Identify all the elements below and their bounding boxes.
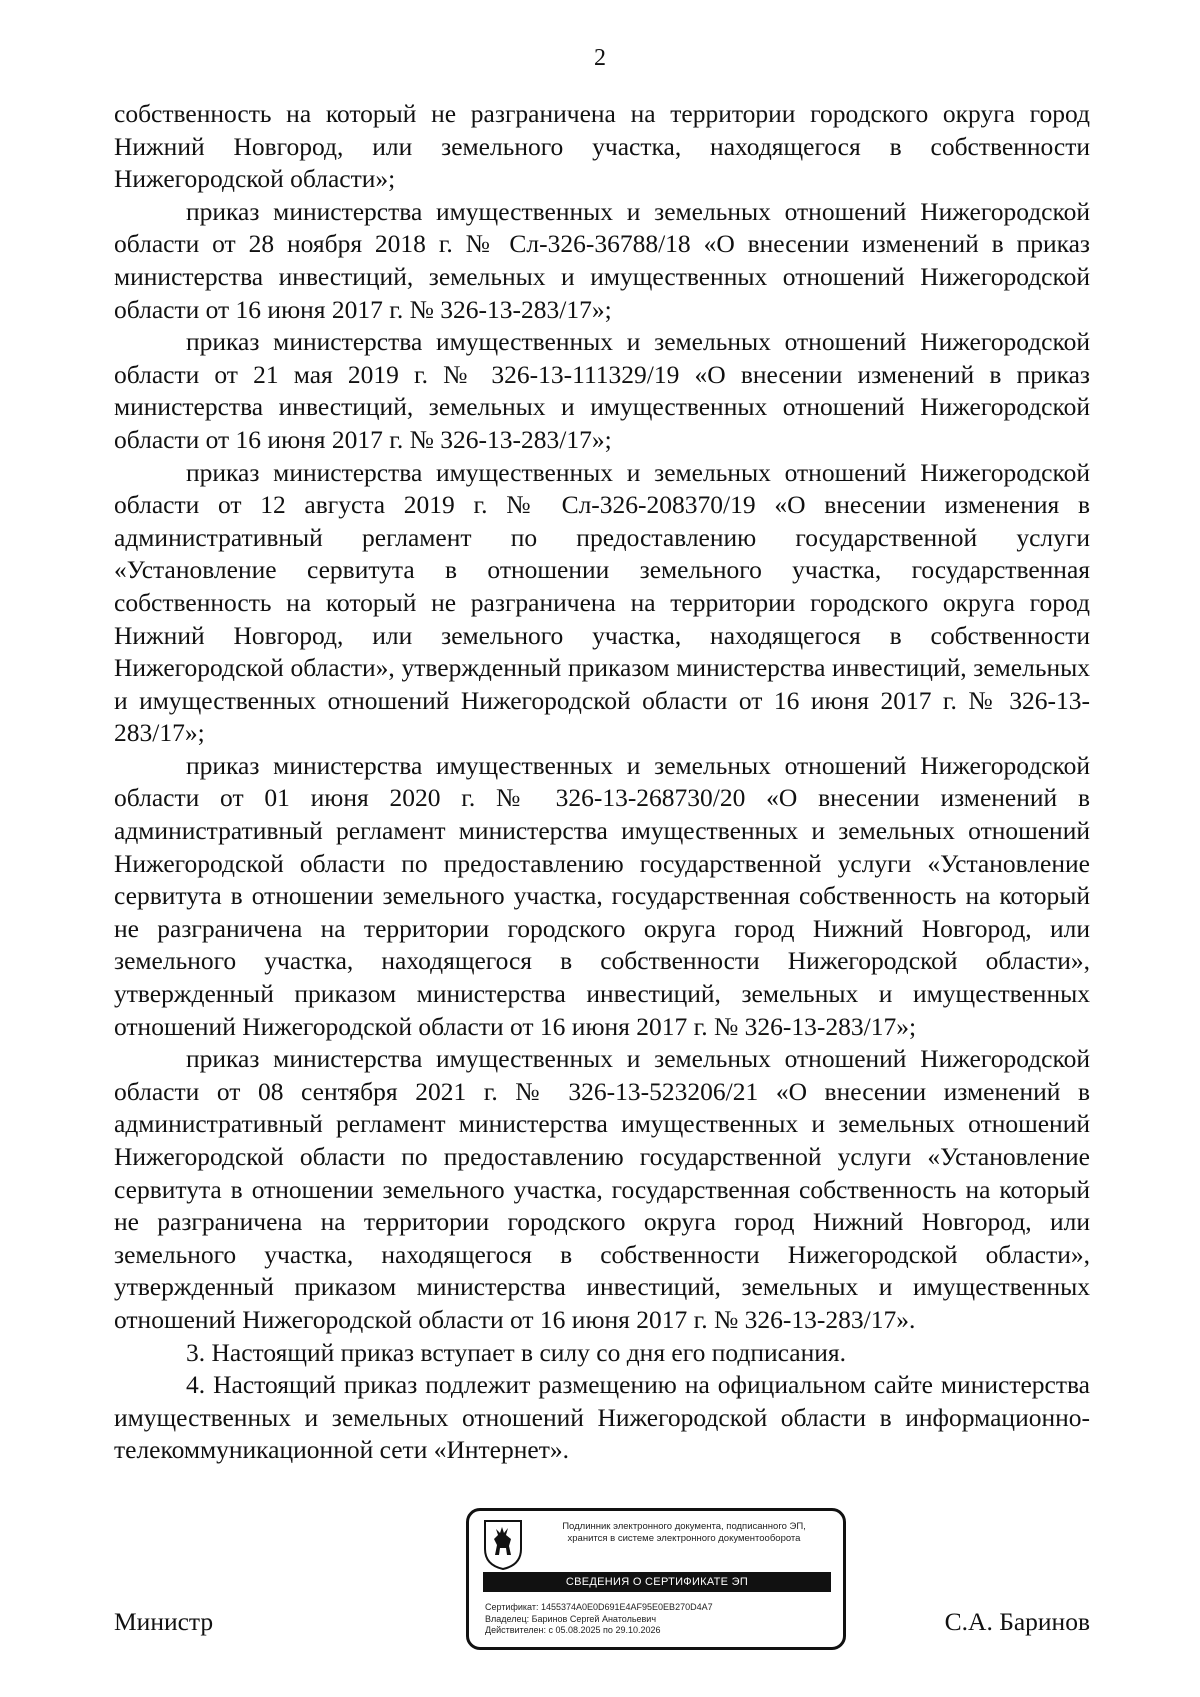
paragraph-order-2019-august: приказ министерства имущественных и земельных отношений Нижегородской области от 12 августа 2019 г. № Сл-326-208370/19 «О внесении изменения в административный регламент по предоставлению государственной услуги «Установление сервитута в отношении земельного участка, государственная собственность на который не разграничена на территории городского округа город Нижний Новгород, или земельного участка, находящегося в собственности Нижегородской области», утвержденный приказом министерства инвестиций, земельных и имущественных отношений Нижегородской области от 16 июня 2017 г. № 326-13-283/17»;: [114, 457, 1090, 748]
stamp-note-line: хранится в системе электронного документооборота: [567, 1533, 801, 1544]
signatory-title: Министр: [114, 1607, 214, 1636]
stamp-note-line: Подлинник электронного документа, подписанного ЭП,: [562, 1521, 806, 1532]
paragraph-continuation: собственность на который не разграничена на территории городского округа город Нижний Новгород, или земельного участка, находящегося в собственности Нижегородской области»;: [114, 99, 1090, 194]
stamp-note: [531, 1521, 837, 1545]
electronic-signature-stamp: [466, 1508, 846, 1650]
certificate-owner: Владелец: Баринов Сергей Анатольевич: [485, 1613, 657, 1624]
certificate-validity: Действителен: с 05.08.2025 по 29.10.2026: [485, 1625, 661, 1635]
coat-of-arms-icon: [483, 1519, 523, 1571]
stamp-header: СВЕДЕНИЯ О СЕРТИФИКАТЕ ЭП: [483, 1572, 831, 1592]
paragraph-order-2018: приказ министерства имущественных и земельных отношений Нижегородской области от 28 ноября 2018 г. № Сл-326-36788/18 «О внесении изменений в приказ министерства инвестиций, земельных и имущественных отношений Нижегородской области от 16 июня 2017 г. № 326-13-283/17»;: [114, 196, 1090, 324]
certificate-details: [485, 1602, 835, 1637]
paragraph-order-2019-may: приказ министерства имущественных и земельных отношений Нижегородской области от 21 мая 2019 г. № 326-13-111329/19 «О внесении изменений в приказ министерства инвестиций, земельных и имущественных отношений Нижегородской области от 16 июня 2017 г. № 326-13-283/17»;: [114, 327, 1090, 454]
page-number: 2: [594, 45, 606, 71]
document-body: [114, 98, 1090, 1467]
paragraph-order-2020: приказ министерства имущественных и земельных отношений Нижегородской области от 01 июня 2020 г. № 326-13-268730/20 «О внесении изменений в административный регламент министерства имущественных и земельных отношений Нижегородской области по предоставлению государственной услуги «Установление сервитута в отношении земельного участка, государственная собственность на который не разграничена на территории городского округа город Нижний Новгород, или земельного участка, находящегося в собственности Нижегородской области», утвержденный приказом министерства инвестиций, земельных и имущественных отношений Нижегородской области от 16 июня 2017 г. № 326-13-283/17»;: [114, 750, 1090, 1041]
certificate-number: Сертификат: 1455374A0E0D691E4AF95E0EB270D4A7: [485, 1602, 713, 1612]
paragraph-clause-3: 3. Настоящий приказ вступает в силу со дня его подписания.: [186, 1337, 846, 1367]
signatory-name: С.А. Баринов: [944, 1607, 1090, 1636]
paragraph-order-2021: приказ министерства имущественных и земельных отношений Нижегородской области от 08 сентября 2021 г. № 326-13-523206/21 «О внесении изменений в административный регламент министерства имущественных и земельных отношений Нижегородской области по предоставлению государственной услуги «Установление сервитута в отношении земельного участка, государственная собственность на который не разграничена на территории городского округа город Нижний Новгород, или земельного участка, находящегося в собственности Нижегородской области», утвержденный приказом министерства инвестиций, земельных и имущественных отношений Нижегородской области от 16 июня 2017 г. № 326-13-283/17».: [114, 1044, 1090, 1334]
paragraph-clause-4: 4. Настоящий приказ подлежит размещению на официальном сайте министерства имущественных и земельных отношений Нижегородской области в информационно-телекоммуникационной сети «Интернет».: [114, 1370, 1090, 1465]
